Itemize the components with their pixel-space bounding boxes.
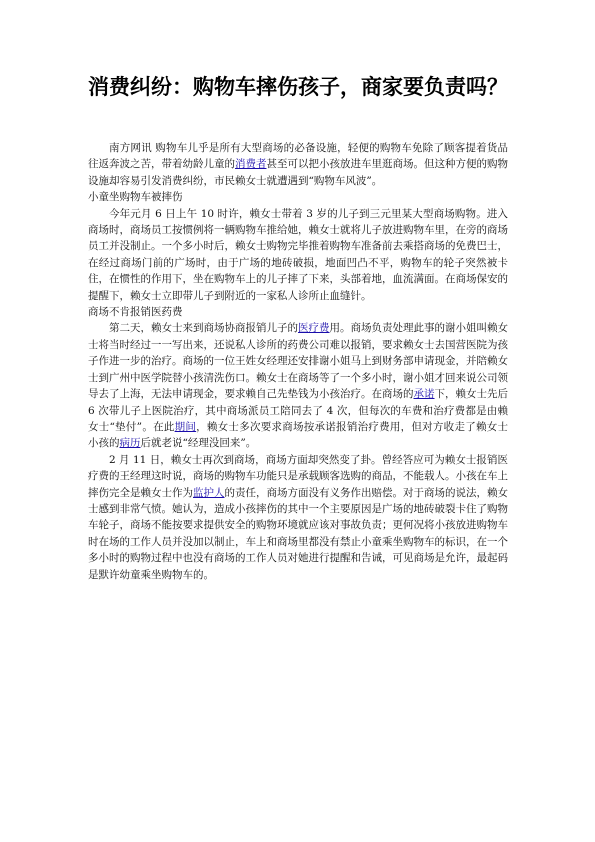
text-run: 用。商场负责处理此事的谢小姐叫赖女士将当时经过一一写出来，还说私人诊所的药费公司难以报销，要求赖女士去国营医院为孩子作进一步的治疗。商场的一位王姓女经理还安排谢小姐马上到财务部申请现金，并陪赖女士到广州中医学院替小孩清洗伤口。赖女士在商场等了一个多小时，谢小姐才回来说公司领导去了上海，无法申请现金，要求赖自己先垫钱为小孩治疗。在商场的 [88, 322, 508, 401]
text-run: 第二天，赖女士来到商场协商报销儿子的 [109, 322, 298, 335]
text-run: 的责任，商场方面没有义务作出赔偿。对于商场的说法，赖女士感到非常气愤。她认为，造成小孩摔伤的其中一个主要原因是广场的地砖破裂卡住了购物车轮子，商场不能按要求提供安全的购物环境就应该对事故负责；更何况将小孩放进购物车时在场的工作人员并没加以制止，车上和商场里都没有禁止小童乘坐购物车的标识，在一个多小时的购物过程中也没有商场的工作人员对她进行提醒和告诫，可见商场是允许，最起码是默许幼童乘坐购物车的。 [88, 486, 508, 581]
paragraph-negotiation [88, 320, 508, 451]
text-run: ，赖女士多次要求商场按承诺报销治疗费用，但对方收走了赖女士小孩的 [88, 420, 508, 450]
text-run: 后就老说“经理没回来”。 [140, 437, 257, 450]
text-run: 今年元月 6 日上午 10 时许，赖女士带着 3 岁的儿子到三元里某大型商场购物。进入商场时，商场员工按惯例将一辆购物车推给她，赖女士就将儿子放进购物车里，在旁的商场员工并没制止。一个多小时后，赖女士购物完毕推着购物车准备前去乘搭商场的免费巴士，在经过商场门前的广场时，由于广场的地砖破损，地面凹凸不平，购物车的轮子突然被卡住，在惯性的作用下，坐在购物车上的儿子摔了下来，头部着地，血流满面。在商场保安的提醒下，赖女士立即带儿子到附近的一家私人诊所止血缝针。 [88, 207, 508, 302]
paragraph-incident [88, 206, 508, 304]
inline-link[interactable]: 病历 [119, 437, 141, 450]
inline-link[interactable]: 消费者 [235, 158, 267, 171]
article-body [88, 140, 508, 583]
inline-link[interactable]: 期间 [174, 420, 197, 433]
paragraph-dispute [88, 452, 508, 583]
inline-link[interactable]: 医疗费 [298, 322, 330, 335]
text-run: 2 月 11 日，赖女士再次到商场，商场方面却突然变了卦。曾经答应可为赖女士报销医疗费的王经理这时说，商场的购物车功能只是承载顾客选购的商品，不能载人。小孩在车上摔伤完全是赖女士作为 [88, 453, 508, 499]
text-run: 甚至可以把小孩放进车里逛商场。但这种方便的购物设施却容易引发消费纠纷，市民赖女士就遭遇到“购物车风波”。 [88, 158, 508, 187]
text-run: 下，赖女士先后 6 次带儿子上医院治疗，其中商场派员工陪同去了 4 次，但每次的车费和治疗费都是由赖女士“垫付”。在此 [88, 388, 508, 433]
section-heading-injury: 小童坐购物车被摔伤 [88, 191, 183, 204]
inline-link[interactable]: 监护人 [193, 486, 225, 499]
inline-link[interactable]: 承诺 [413, 388, 435, 401]
text-run: 南方网讯 购物车儿乎是所有大型商场的必备设施，轻便的购物车免除了顾客提着货品往返奔波之苦，带着幼龄儿童的 [88, 142, 508, 171]
article-title: 消费纠纷：购物车摔伤孩子，商家要负责吗？ [88, 75, 508, 99]
section-heading-refusal: 商场不肯报销医药费 [88, 306, 183, 319]
paragraph-intro [88, 140, 508, 189]
